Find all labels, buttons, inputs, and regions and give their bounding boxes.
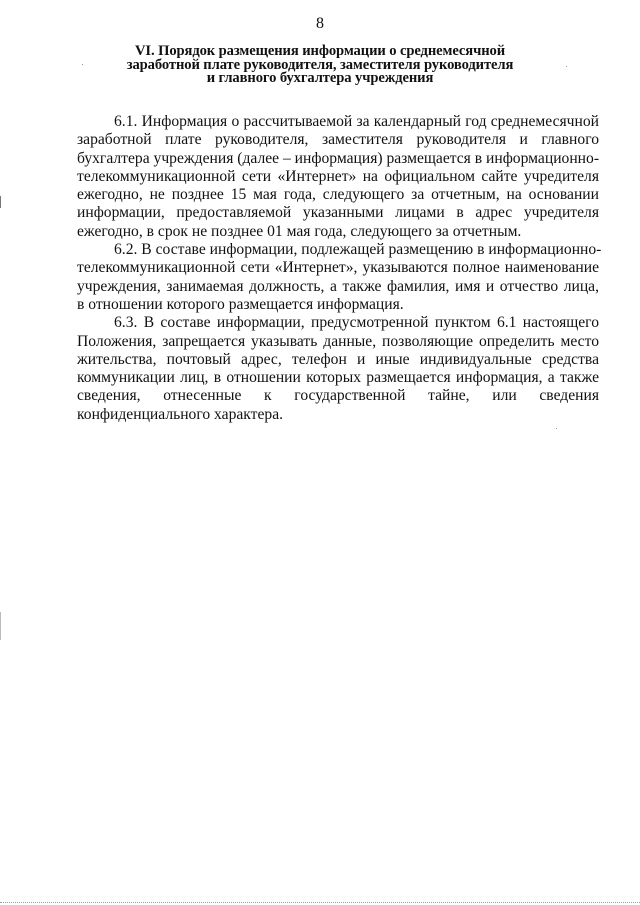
paragraph-line: информации, предоставляемой указанными лицами в адрес учредителя xyxy=(77,204,599,222)
scan-margin-mark xyxy=(0,196,1,208)
paragraph-line: телекоммуникационной сети «Интернет», указываются полное наименование xyxy=(77,259,599,277)
paragraph-6-3 xyxy=(77,314,599,424)
page-number: 8 xyxy=(316,15,324,32)
paragraph-line: заработной плате руководителя, заместителя руководителя и главного xyxy=(77,131,599,149)
paragraph-line: бухгалтера учреждения (далее – информация) размещается в информационно- xyxy=(77,149,600,167)
paragraph-line: 6.2. В составе информации, подлежащей размещению в информационно- xyxy=(114,241,602,259)
paragraph-line: коммуникации лиц, в отношении которых размещается информация, а также xyxy=(77,369,599,387)
paragraph-line: 6.1. Информация о рассчитываемой за календарный год среднемесячной xyxy=(114,113,599,130)
document-body xyxy=(77,113,602,424)
section-heading-line: и главного бухгалтера учреждения xyxy=(206,70,434,86)
paragraph-line: Положения, запрещается указывать данные, позволяющие определить место xyxy=(77,332,599,350)
page-bottom-edge xyxy=(0,902,640,903)
paragraph-line: конфиденциального характера. xyxy=(77,405,284,423)
scan-speck xyxy=(82,64,83,65)
paragraph-line: сведения, отнесенные к государственной тайне, или сведения xyxy=(77,387,599,405)
section-heading-line: VI. Порядок размещения информации о среднемесячной xyxy=(134,43,506,59)
paragraph-line: телекоммуникационной сети «Интернет» на официальном сайте учредителя xyxy=(77,167,599,185)
paragraph-line: в отношении которого размещается информация. xyxy=(77,295,404,313)
paragraph-line: учреждения, занимаемая должность, а также фамилия, имя и отчество лица, xyxy=(77,277,599,295)
section-heading-line: заработной плате руководителя, заместителя руководителя xyxy=(126,56,514,73)
scan-margin-mark xyxy=(0,612,1,640)
paragraph-line: 6.3. В составе информации, предусмотренной пунктом 6.1 настоящего xyxy=(114,314,599,332)
scan-speck xyxy=(556,428,557,429)
paragraph-line: жительства, почтовый адрес, телефон и иные индивидуальные средства xyxy=(77,350,599,368)
paragraph-line: ежегодно, не позднее 15 мая года, следующего за отчетным, на основании xyxy=(77,186,599,204)
paragraph-6-1 xyxy=(77,113,599,241)
paragraph-line: ежегодно, в срок не позднее 01 мая года, следующего за отчетным. xyxy=(77,222,522,240)
section-heading xyxy=(110,45,530,86)
paragraph-6-2 xyxy=(77,241,602,314)
scan-speck xyxy=(566,66,567,67)
